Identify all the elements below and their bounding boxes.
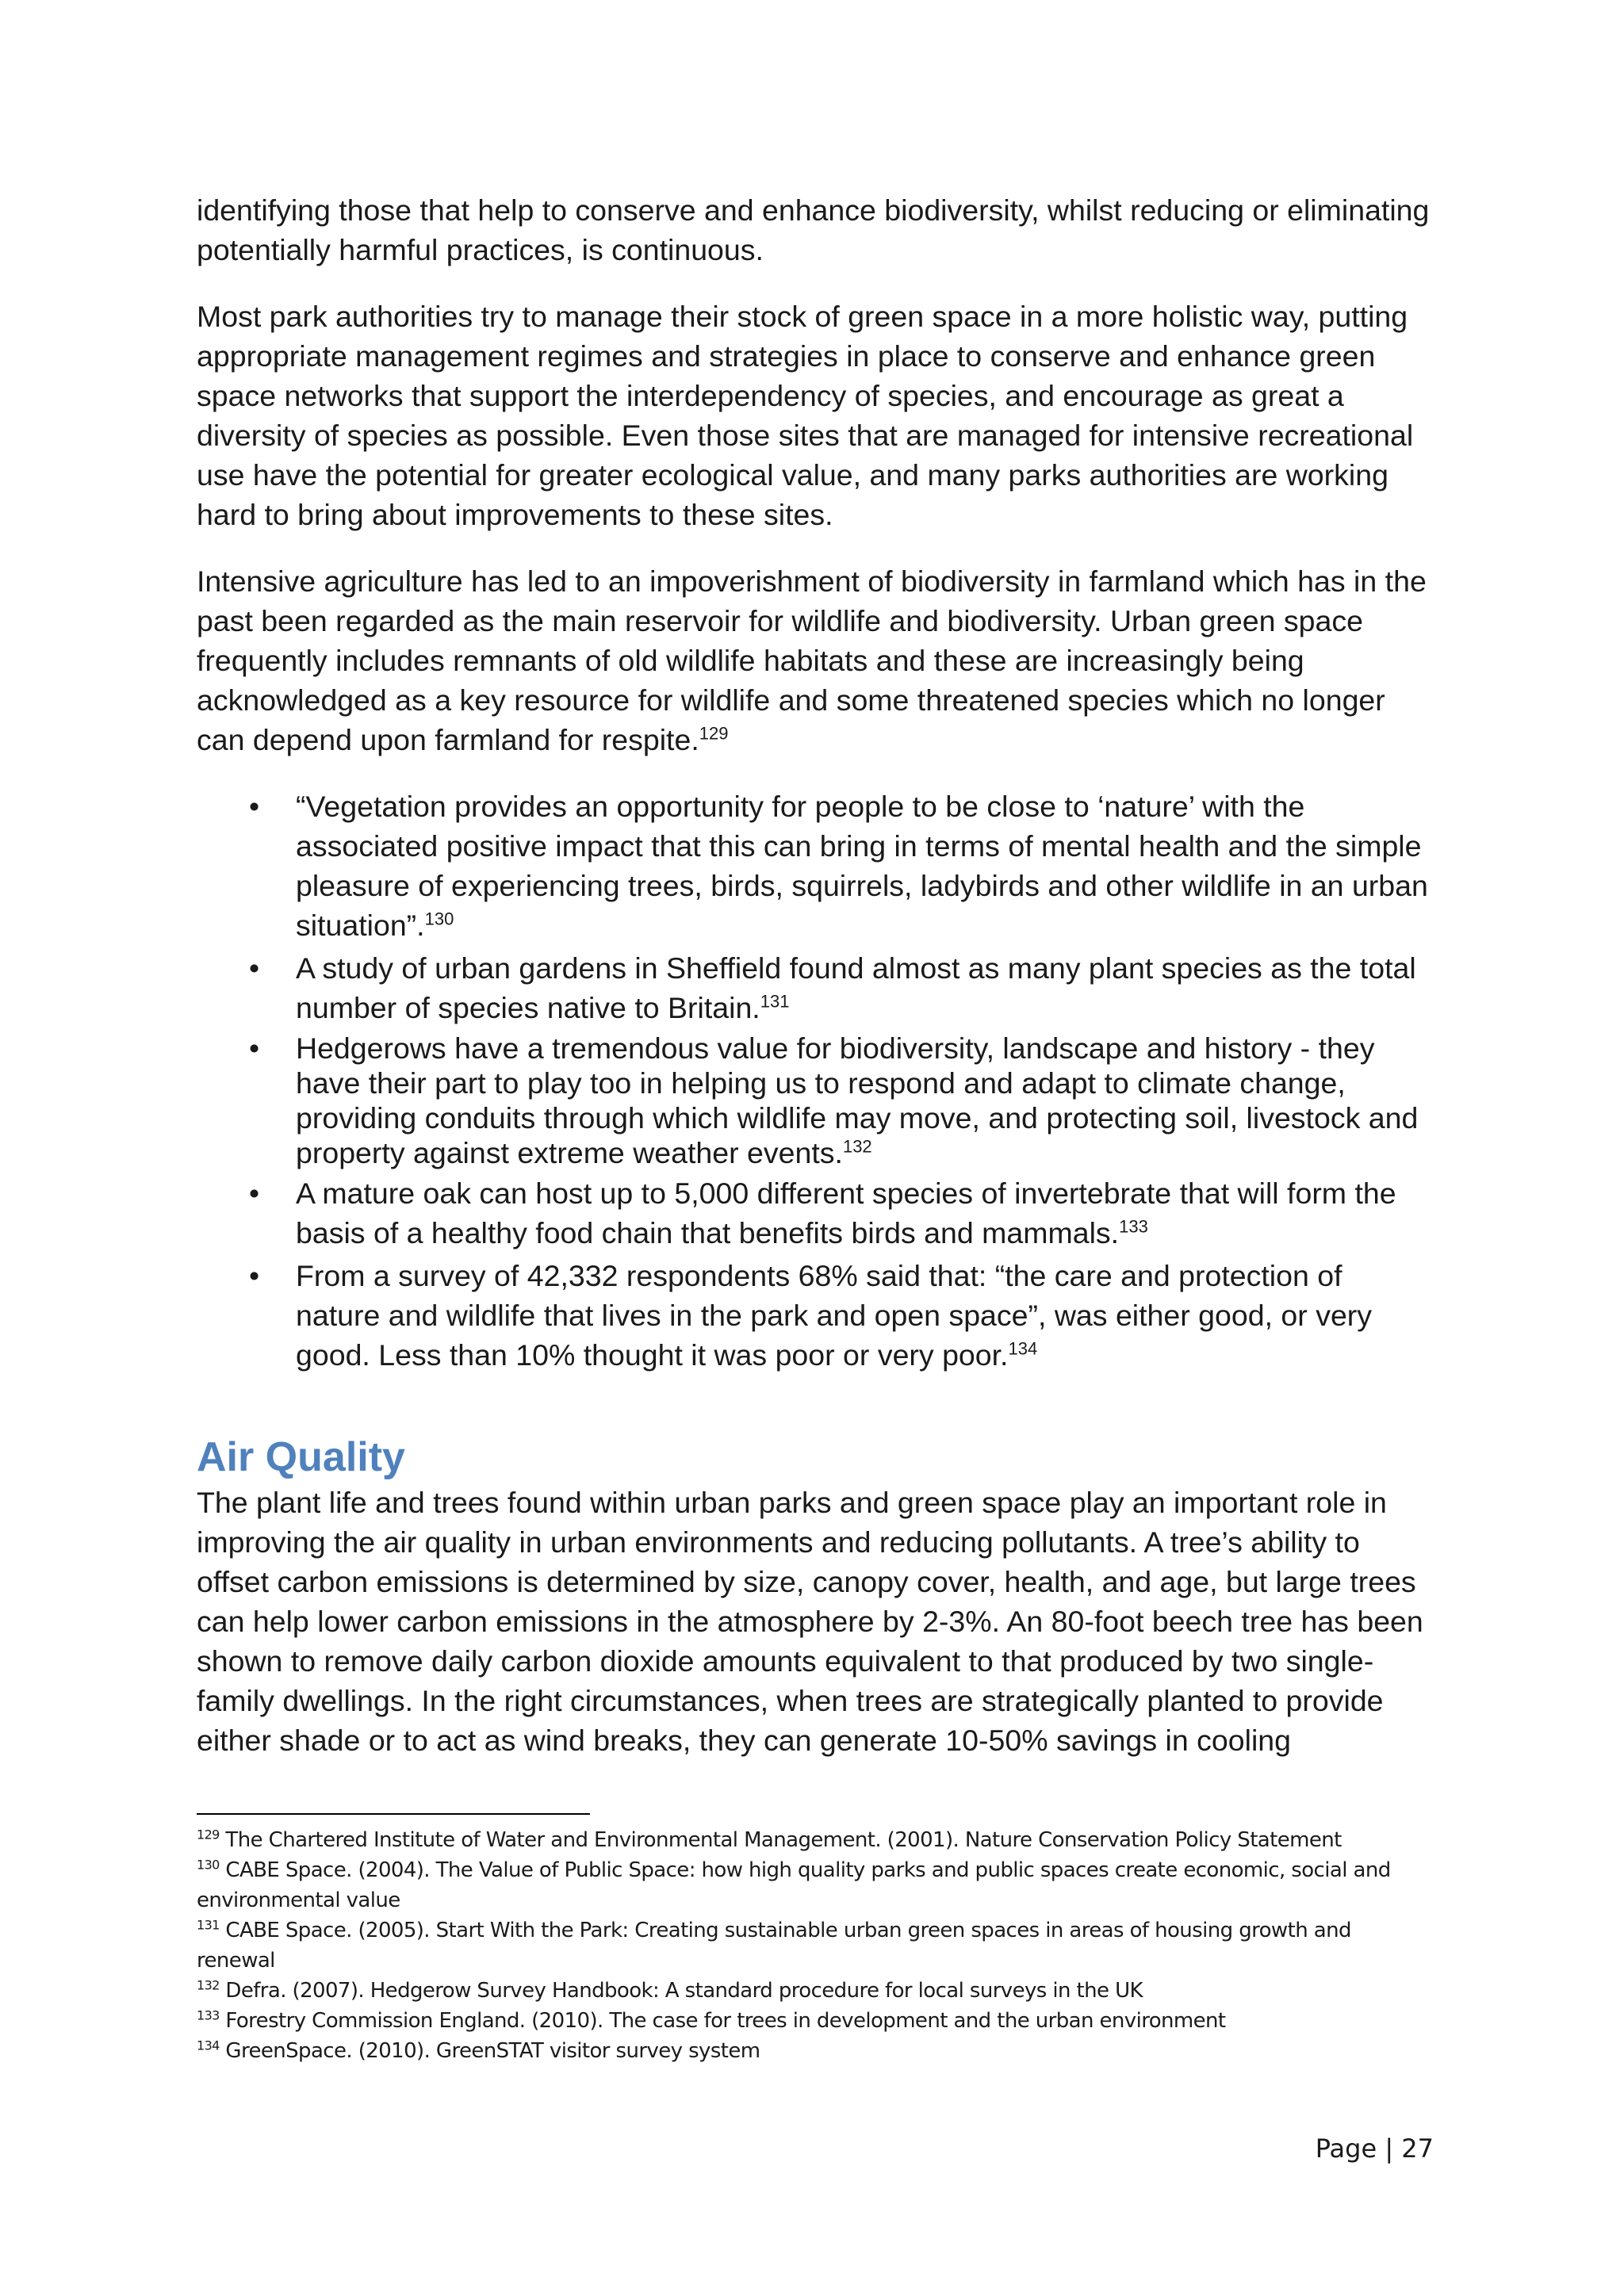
footnote-ref-134[interactable]: 134	[1008, 1338, 1038, 1359]
footnote-ref-129[interactable]: 129	[699, 723, 729, 744]
footnote-ref-133[interactable]: 133	[1119, 1216, 1148, 1237]
paragraph-park-authorities: Most park authorities try to manage their stock of green space in a more holistic way, putting appropriate management regimes and strategies in place to conserve and enhance green space networks that support the interdependency of species, and encourage as great a diversity of species as possible. Even those sites that are managed for intensive recreational use have the potential for greater ecological value, and many parks authorities are working hard to bring about improvements to these sites.	[197, 300, 1414, 531]
main-content	[197, 190, 1434, 1787]
bullet-icon: •	[249, 1031, 260, 1065]
section-heading-air-quality: Air Quality	[197, 1434, 405, 1480]
footnote-129: $^{129}$ The Chartered Institute of Water and Environmental Management. (2001). Nature Conservation Policy Statement	[197, 1827, 1342, 1852]
paragraph-air-quality: The plant life and trees found within urban parks and green space play an important role in improving the air quality in urban environments and reducing pollutants. A tree’s ability to offset carbon emissions is determined by size, canopy cover, health, and age, but large trees can help lower carbon emissions in the atmosphere by 2-3%. An 80-foot beech tree has been shown to remove daily carbon dioxide amounts equivalent to that produced by two single-family dwellings. In the right circumstances, when trees are strategically planted to provide either shade or to act as wind breaks, they can generate 10-50% savings in cooling	[197, 1486, 1423, 1757]
paragraph-continuation: identifying those that help to conserve and enhance biodiversity, whilst reducing or eliminating potentially harmful practices, is continuous.	[197, 193, 1430, 266]
footnote-133: $^{133}$ Forestry Commission England. (2010). The case for trees in development and the urban environment	[197, 2007, 1226, 2033]
paragraph-intensive-agriculture: Intensive agriculture has led to an impoverishment of biodiversity in farmland which has in the past been regarded as the main reservoir for wildlife and biodiversity. Urban green space frequently includes remnants of old wildlife habitats and these are increasingly being acknowledged as a key resource for wildlife and some threatened species which no longer can depend upon farmland for respite.$^{129}$	[197, 564, 1427, 756]
section-spacer	[197, 1378, 1434, 1433]
list-item: • From a survey of 42,332 respondents 68% said that: “the care and protection of nature and wildlife that lives in the park and open space”, was either good, or very good. Less than 10% thought it was poor or very poor.$^{134}$	[197, 1256, 1434, 1375]
bullet-icon: •	[249, 951, 260, 985]
footnote-divider	[197, 1813, 590, 1815]
footnote-ref-132[interactable]: 132	[842, 1136, 872, 1157]
footnote-ref-130[interactable]: 130	[424, 909, 454, 929]
footnote-130: $^{130}$ CABE Space. (2004). The Value of Public Space: how high quality parks and public spaces create economic, social and environmental value	[197, 1857, 1391, 1912]
list-item: • A mature oak can host up to 5,000 different species of invertebrate that will form the basis of a healthy food chain that benefits birds and mammals.$^{133}$	[197, 1173, 1434, 1253]
page-number: Page | 27	[1315, 2133, 1434, 2164]
footnote-134: $^{134}$ GreenSpace. (2010). GreenSTAT visitor survey system	[197, 2038, 760, 2063]
footnotes	[197, 1825, 1434, 2066]
footnote-131: $^{131}$ CABE Space. (2005). Start With the Park: Creating sustainable urban green spaces in areas of housing growth and renewal	[197, 1917, 1351, 1973]
bullet-icon: •	[249, 790, 260, 823]
footnote-ref-131[interactable]: 131	[760, 991, 790, 1012]
list-item: • Hedgerows have a tremendous value for biodiversity, landscape and history - they have their part to play too in helping us to respond and adapt to climate change, providing conduits through which wildlife may move, and protecting soil, livestock and property against extreme weather events.$^{132}$	[249, 1031, 1419, 1169]
footnote-132: $^{132}$ Defra. (2007). Hedgerow Survey Handbook: A standard procedure for local surveys in the UK	[197, 1977, 1143, 2003]
bullet-icon: •	[249, 1177, 260, 1210]
bullet-icon: •	[249, 1259, 260, 1292]
list-item: • “Vegetation provides an opportunity for people to be close to ‘nature’ with the associated positive impact that this can bring in terms of mental health and the simple pleasure of experiencing trees, birds, squirrels, ladybirds and other wildlife in an urban situation”.$^{130}$	[197, 786, 1434, 945]
list-item: • A study of urban gardens in Sheffield found almost as many plant species as the total number of species native to Britain.$^{131}$	[197, 948, 1434, 1027]
biodiversity-bullet-list	[197, 786, 1434, 1375]
